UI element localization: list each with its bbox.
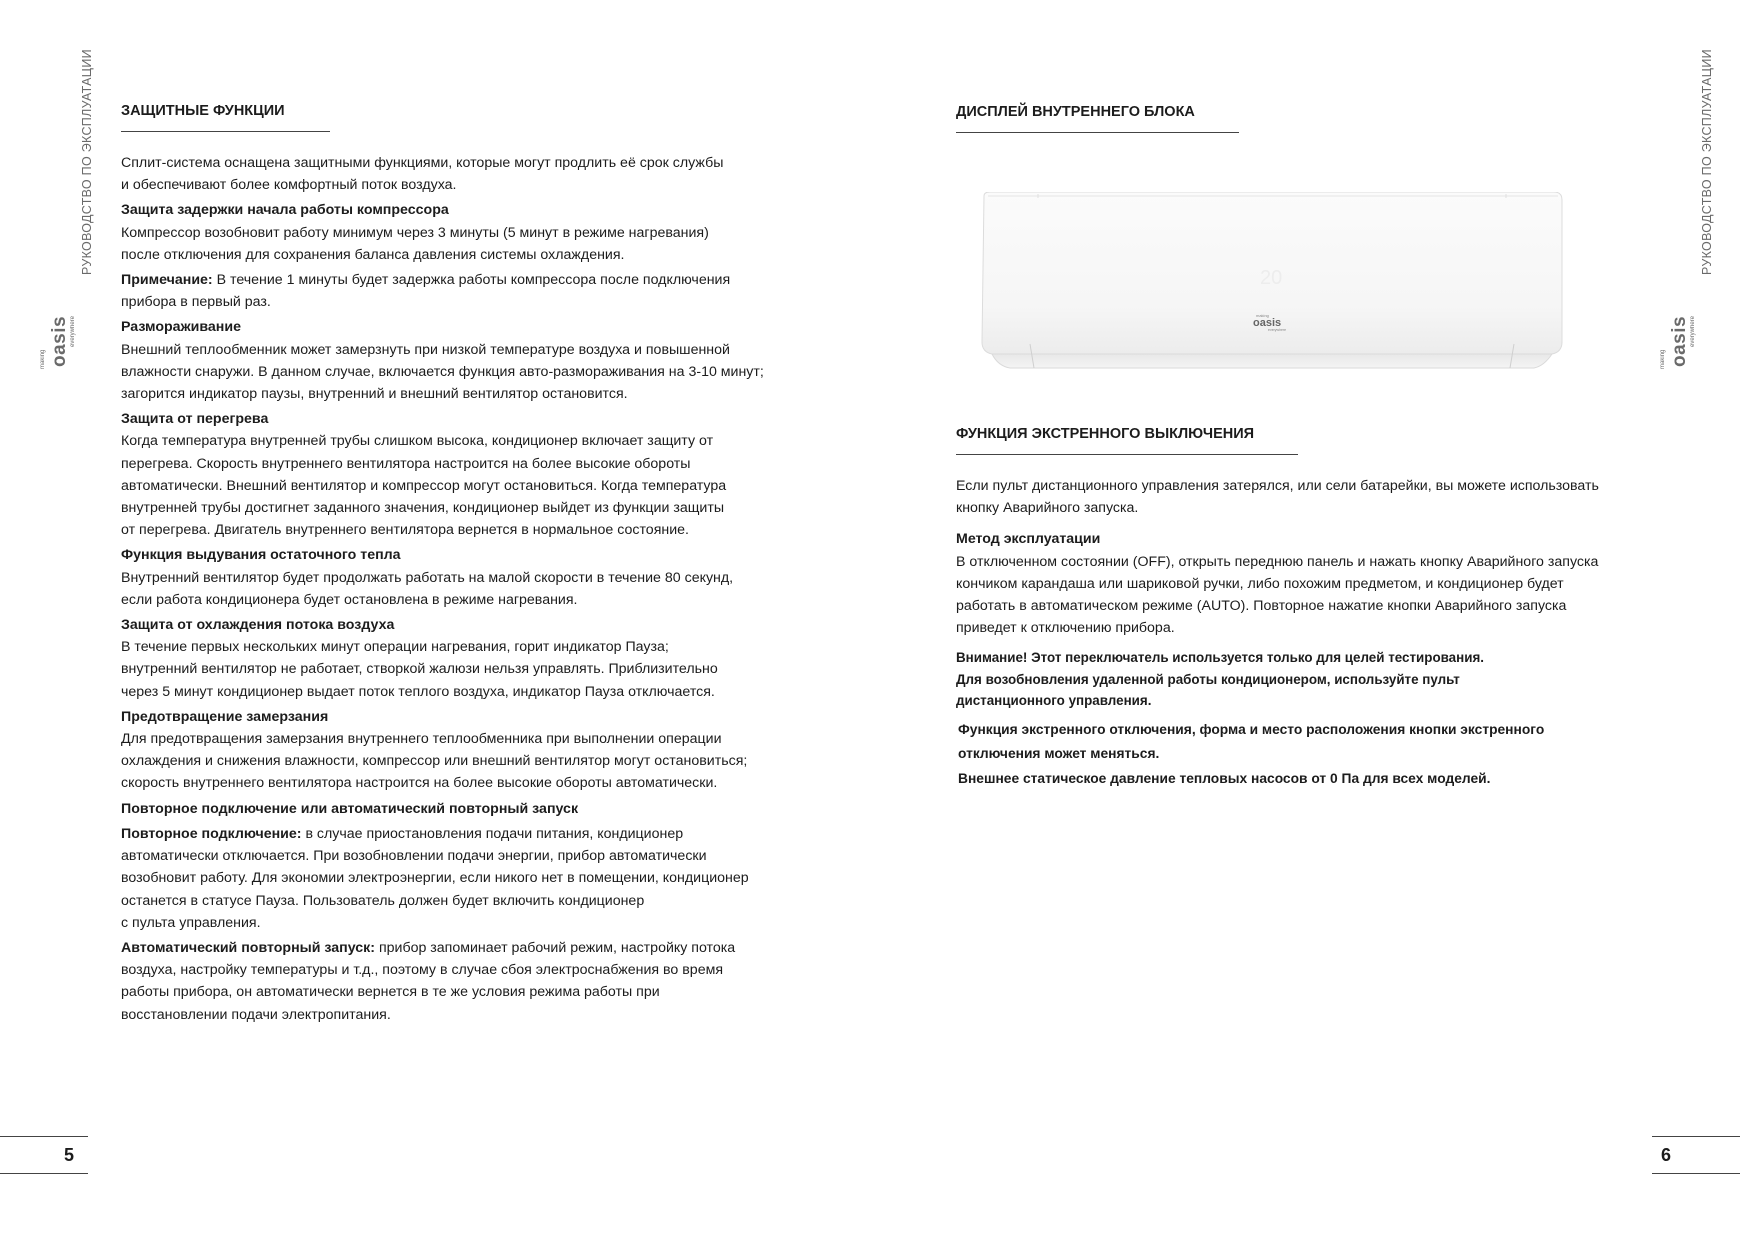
note-line-2: прибора в первый раз. bbox=[121, 294, 271, 311]
page-number-left: 5 bbox=[0, 1136, 88, 1174]
residual-heat-line: Внутренний вентилятор будет продолжать работать на малой скорости в течение 80 секунд, bbox=[121, 569, 734, 586]
note-line: Функция экстренного отключения, форма и место расположения кнопки экстренного bbox=[958, 721, 1545, 737]
overheat-line: от перегрева. Двигатель внутреннего вентилятора вернется в нормальное состояние. bbox=[121, 522, 689, 539]
warning-line: Для возобновления удаленной работы кондиционером, используйте пульт bbox=[956, 671, 1460, 687]
brand-tagline-top: making bbox=[1660, 349, 1666, 369]
warning-block bbox=[956, 647, 1656, 712]
residual-heat-line: если работа кондиционера будет остановлена в режиме нагревания. bbox=[121, 591, 578, 608]
compressor-delay-line: Компрессор возобновит работу минимум через 3 минуты (5 минут в режиме нагревания) bbox=[121, 224, 709, 241]
brand-tagline-bottom: everywhere bbox=[70, 315, 76, 347]
auto-restart-line: восстановлении подачи электропитания. bbox=[121, 1006, 391, 1023]
reconnect-paragraph bbox=[121, 823, 801, 845]
note-block bbox=[956, 718, 1656, 792]
emergency-intro-line: кнопку Аварийного запуска. bbox=[956, 500, 1139, 517]
heading-compressor-delay: Защита задержки начала работы компрессора bbox=[121, 202, 449, 219]
brand-tagline-bottom: everywhere bbox=[1690, 315, 1696, 347]
brand-tagline-top: making bbox=[40, 349, 46, 369]
note-paragraph bbox=[121, 269, 801, 291]
brand-name: oasis bbox=[1669, 315, 1690, 367]
ac-brand-tagline-bottom: everywhere bbox=[1268, 328, 1287, 332]
brand-logo bbox=[38, 307, 84, 389]
air-conditioner-image bbox=[978, 192, 1566, 370]
ac-display-digits: 20 bbox=[1260, 267, 1283, 289]
brand-logo bbox=[1658, 307, 1704, 389]
heading-overheat: Защита от перегрева bbox=[121, 411, 269, 428]
reconnect-line: возобновит работу. Для экономии электроэнергии, если никого нет в помещении, кондиционер bbox=[121, 870, 749, 887]
intro-line-1: Сплит-система оснащена защитными функциями, которые могут продлить её срок службы bbox=[121, 155, 724, 171]
right-sidebar bbox=[1650, 49, 1714, 385]
overheat-line: перегрева. Скорость внутреннего вентилятора настроится на более высокие обороты bbox=[121, 455, 691, 472]
compressor-delay-line: после отключения для сохранения баланса давления системы охлаждения. bbox=[121, 246, 625, 263]
method-line: приведет к отключению прибора. bbox=[956, 620, 1175, 637]
brand-name: oasis bbox=[49, 315, 70, 367]
auto-restart-label: Автоматический повторный запуск: bbox=[121, 939, 375, 956]
emergency-intro-line: Если пульт дистанционного управления затерялся, или сели батарейки, вы можете использовать bbox=[956, 478, 1599, 494]
heading-defrost: Размораживание bbox=[121, 319, 241, 336]
heading-residual-heat: Функция выдувания остаточного тепла bbox=[121, 547, 401, 564]
freeze-line: Для предотвращения замерзания внутреннего теплообменника при выполнении операции bbox=[121, 731, 722, 748]
reconnect-line: автоматически отключается. При возобновлении подачи энергии, прибор автоматически bbox=[121, 848, 707, 865]
method-line: кончиком карандаша или шариковой ручки, либо похожим предметом, и кондиционер будет bbox=[956, 575, 1564, 592]
left-page-content bbox=[121, 102, 801, 1026]
note-text: В течение 1 минуты будет задержка работы компрессора после подключения bbox=[212, 272, 731, 289]
overheat-line: Когда температура внутренней трубы слишком высока, кондиционер включает защиту от bbox=[121, 433, 714, 450]
auto-restart-text: прибор запоминает рабочий режим, настройку потока bbox=[375, 939, 736, 956]
method-line: В отключенном состоянии (OFF), открыть переднюю панель и нажать кнопку Аварийного запуска bbox=[956, 553, 1599, 570]
freeze-line: скорость внутреннего вентилятора настроится на более высокие обороты автоматически. bbox=[121, 775, 718, 792]
manual-title-vertical: РУКОВОДСТВО ПО ЭКСПЛУАТАЦИИ bbox=[1700, 49, 1714, 275]
section-title-indoor-display: ДИСПЛЕЙ ВНУТРЕННЕГО БЛОКА bbox=[956, 104, 1239, 133]
note-line: отключения может меняться. bbox=[958, 746, 1160, 762]
reconnect-line: останется в статусе Пауза. Пользователь должен будет включить кондиционер bbox=[121, 892, 645, 909]
reconnect-text: в случае приостановления подачи питания, кондиционер bbox=[301, 825, 684, 842]
warning-line: дистанционного управления. bbox=[956, 693, 1152, 709]
overheat-line: внутренней трубы достигнет заданного значения, кондиционер выйдет из функции защиты bbox=[121, 500, 725, 517]
auto-restart-line: работы прибора, он автоматически вернется в те же условия режима работы при bbox=[121, 984, 660, 1001]
freeze-line: охлаждения и снижения влажности, компрессор или внешний вентилятор могут остановиться; bbox=[121, 753, 748, 770]
section-title-emergency-off: ФУНКЦИЯ ЭКСТРЕННОГО ВЫКЛЮЧЕНИЯ bbox=[956, 426, 1298, 455]
manual-title-vertical: РУКОВОДСТВО ПО ЭКСПЛУАТАЦИИ bbox=[80, 49, 94, 275]
overheat-line: автоматически. Внешний вентилятор и компрессор могут остановиться. Когда температура bbox=[121, 477, 727, 494]
page-number-right: 6 bbox=[1652, 1136, 1740, 1174]
cold-air-line: внутренний вентилятор не работает, створкой жалюзи нельзя управлять. Приблизительно bbox=[121, 661, 718, 678]
ac-brand-tagline-top: making bbox=[1256, 313, 1269, 318]
section-title-protective-functions: ЗАЩИТНЫЕ ФУНКЦИИ bbox=[121, 103, 330, 132]
method-line: работать в автоматическом режиме (AUTO). Повторное нажатие кнопки Аварийного запуска bbox=[956, 598, 1567, 615]
note-line: Внешнее статическое давление тепловых насосов от 0 Па для всех моделей. bbox=[958, 770, 1491, 786]
warning-line: Внимание! Этот переключатель используется только для целей тестирования. bbox=[956, 650, 1484, 666]
reconnect-line: с пульта управления. bbox=[121, 914, 261, 931]
heading-method: Метод эксплуатации bbox=[956, 531, 1101, 548]
heading-cold-air: Защита от охлаждения потока воздуха bbox=[121, 617, 395, 634]
defrost-line: влажности снаружи. В данном случае, включается функция авто-размораживания на 3-10 минут; bbox=[121, 363, 764, 380]
heading-freeze: Предотвращение замерзания bbox=[121, 708, 329, 725]
note-label: Примечание: bbox=[121, 272, 213, 289]
intro-line-2: и обеспечивают более комфортный поток воздуха. bbox=[121, 177, 457, 194]
ac-brand-name: oasis bbox=[1253, 317, 1282, 329]
left-sidebar bbox=[30, 49, 94, 385]
defrost-line: загорится индикатор паузы, внутренний и внешний вентилятор остановится. bbox=[121, 386, 628, 403]
defrost-line: Внешний теплообменник может замерзнуть при низкой температуре воздуха и повышенной bbox=[121, 341, 730, 358]
reconnect-label: Повторное подключение: bbox=[121, 825, 302, 842]
auto-restart-line: воздуха, настройку температуры и т.д., поэтому в случае сбоя электроснабжения во время bbox=[121, 962, 724, 979]
cold-air-line: В течение первых нескольких минут операции нагревания, горит индикатор Пауза; bbox=[121, 639, 669, 656]
auto-restart-paragraph bbox=[121, 937, 801, 959]
heading-restart: Повторное подключение или автоматический повторный запуск bbox=[121, 800, 579, 817]
cold-air-line: через 5 минут кондиционер выдает поток теплого воздуха, индикатор Пауза отключается. bbox=[121, 683, 715, 700]
indoor-unit-illustration bbox=[978, 192, 1566, 370]
